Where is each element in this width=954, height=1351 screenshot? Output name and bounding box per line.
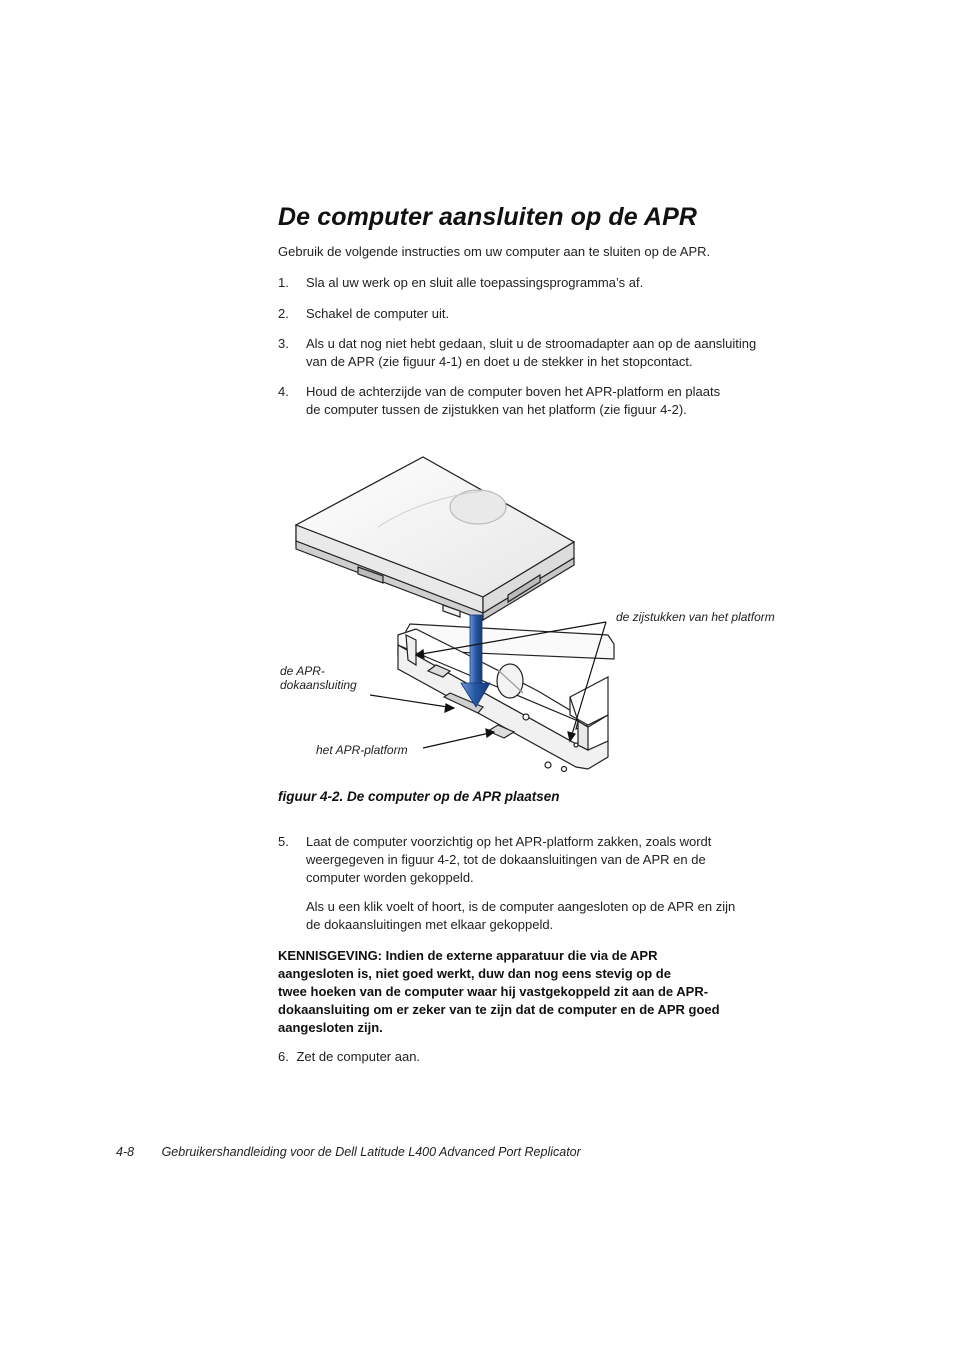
- step-text-line: Laat de computer voorzichtig op het APR-platform zakken, zoals wordt: [306, 834, 712, 849]
- step-text-line: van de APR (zie figuur 4-1) en doet u de stekker in het stopcontact.: [306, 354, 693, 369]
- page-footer: [116, 1145, 581, 1159]
- followup-line: de dokaansluitingen met elkaar gekoppeld.: [306, 917, 554, 932]
- page-title: De computer aansluiten op de APR: [278, 203, 698, 231]
- callout-dock-connector: [280, 664, 357, 692]
- step-text: Schakel de computer uit.: [306, 306, 450, 321]
- step-3: [278, 335, 838, 371]
- step-number: 3.: [278, 336, 289, 351]
- footer-title: Gebruikershandleiding voor de Dell Latitude L400 Advanced Port Replicator: [161, 1145, 581, 1159]
- notice-line: KENNISGEVING: Indien de externe apparatuur die via de APR: [278, 948, 658, 963]
- step-4: [278, 383, 838, 419]
- step-5: [278, 833, 838, 887]
- step-text: Zet de computer aan.: [296, 1049, 421, 1064]
- step-number: 6.: [278, 1049, 289, 1064]
- callout-side-pieces: de zijstukken van het platform: [616, 610, 775, 624]
- step-number: 5.: [278, 834, 289, 849]
- figure-caption: figuur 4-2. De computer op de APR plaatsen: [278, 789, 560, 804]
- notice-line: aangesloten zijn.: [278, 1020, 383, 1035]
- step-number: 1.: [278, 275, 289, 290]
- step-number: 4.: [278, 384, 289, 399]
- callout-dock-line: de APR-: [280, 664, 325, 678]
- step-text-line: computer worden gekoppeld.: [306, 870, 474, 885]
- followup-line: Als u een klik voelt of hoort, is de computer aangesloten op de APR en zijn: [306, 899, 736, 914]
- step-text-line: Als u dat nog niet hebt gedaan, sluit u de stroomadapter aan op de aansluiting: [306, 336, 757, 351]
- laptop-drawing: [296, 457, 574, 620]
- figure-4-2: [278, 445, 818, 785]
- callout-platform: het APR-platform: [316, 743, 408, 757]
- step-text: Sla al uw werk op en sluit alle toepassingsprogramma’s af.: [306, 275, 644, 290]
- notice-block: [278, 947, 823, 1037]
- step-5-followup: [278, 898, 838, 934]
- step-number: 2.: [278, 306, 289, 321]
- apr-platform-drawing: [398, 624, 614, 772]
- step-text-line: weergegeven in figuur 4-2, tot de dokaansluitingen van de APR en de: [306, 852, 706, 867]
- page-number: 4-8: [116, 1145, 135, 1159]
- step-6: [278, 1048, 420, 1066]
- step-text-line: de computer tussen de zijstukken van het platform (zie figuur 4-2).: [306, 402, 687, 417]
- notice-line: twee hoeken van de computer waar hij vastgekoppeld zit aan de APR-: [278, 984, 709, 999]
- callout-dock-line: dokaansluiting: [280, 678, 357, 692]
- notice-line: aangesloten is, niet goed werkt, duw dan nog eens stevig op de: [278, 966, 671, 981]
- step-2: [278, 305, 838, 323]
- step-1: [278, 274, 838, 292]
- notice-line: dokaansluiting om er zeker van te zijn dat de computer en de APR goed: [278, 1002, 720, 1017]
- step-text-line: Houd de achterzijde van de computer boven het APR-platform en plaats: [306, 384, 721, 399]
- intro-paragraph: Gebruik de volgende instructies om uw computer aan te sluiten op de APR.: [278, 244, 711, 259]
